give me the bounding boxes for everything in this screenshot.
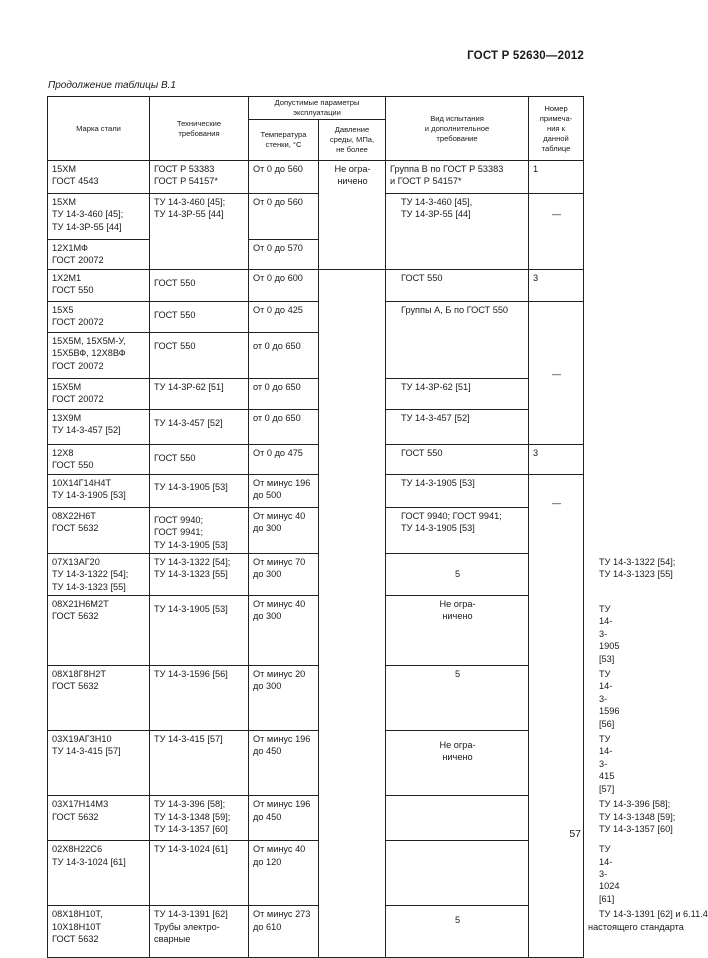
- cell-grade: 15Х5М ГОСТ 20072: [48, 379, 150, 410]
- cell-pressure: Не огра- ничено: [386, 596, 529, 666]
- cell-grade: 02Х8Н22С6 ТУ 14-3-1024 [61]: [48, 841, 150, 906]
- cell-pressure: Не огра- ничено: [319, 161, 386, 270]
- cell-grade: 15Х5М, 15Х5М-У, 15Х5ВФ, 12Х8ВФ ГОСТ 20072: [48, 333, 150, 379]
- cell-tech: ТУ 14-3-1024 [61]: [150, 841, 249, 906]
- cell-tech: ТУ 14-3-457 [52]: [150, 410, 249, 445]
- cell-note: —: [529, 194, 584, 270]
- cell-temp: От 0 до 475: [249, 445, 319, 475]
- cell-tech: ТУ 14-3-1322 [54]; ТУ 14-3-1323 [55]: [150, 554, 249, 596]
- cell-pressure: Не огра- ничено: [386, 731, 529, 796]
- cell-temp: От 0 до 560: [249, 194, 319, 240]
- cell-temp: От 0 до 425: [249, 302, 319, 333]
- cell-tech: ТУ 14-3-1391 [62] Трубы электро- сварные: [150, 906, 249, 958]
- cell-temp: От минус 70 до 300: [249, 554, 319, 596]
- cell-grade: 15Х5 ГОСТ 20072: [48, 302, 150, 333]
- cell-note: —: [529, 475, 584, 958]
- cell-note: —: [529, 302, 584, 445]
- page-number: 57: [569, 828, 581, 840]
- cell-temp: От минус 40 до 120: [249, 841, 319, 906]
- cell-pressure-empty: [319, 270, 386, 958]
- cell-test: ТУ 14-3-1905 [53]: [386, 475, 529, 508]
- cell-grade: 13Х9М ТУ 14-3-457 [52]: [48, 410, 150, 445]
- table-row: [48, 302, 584, 333]
- cell-grade: 15ХМ ГОСТ 4543: [48, 161, 150, 194]
- cell-tech: ГОСТ 9940; ГОСТ 9941; ТУ 14-3-1905 [53]: [150, 508, 249, 554]
- cell-test: ТУ 14-3Р-62 [51]: [386, 379, 529, 410]
- table-row: 07Х13АГ20 ТУ 14-3-1322 [54]; ТУ 14-3-1323 [55] ТУ 14-3-1322 [54]; ТУ 14-3-1323 [55] От минус 70 до 300 5 ТУ 14-3-1322 [54]; ТУ 14-3-1323 [55]: [48, 554, 584, 596]
- cell-grade: 10Х14Г14Н4Т ТУ 14-3-1905 [53]: [48, 475, 150, 508]
- cell-note: 1: [529, 161, 584, 194]
- cell-grade: 07Х13АГ20 ТУ 14-3-1322 [54]; ТУ 14-3-1323 [55]: [48, 554, 150, 596]
- cell-pressure: 5: [386, 666, 529, 731]
- cell-temp: От минус 196 до 450: [249, 731, 319, 796]
- cell-tech: ГОСТ 550: [150, 270, 249, 302]
- cell-note: 3: [529, 270, 584, 302]
- table-row: 08Х18Г8Н2Т ГОСТ 5632 ТУ 14-3-1596 [56] От минус 20 до 300 5 ТУ 14-3-1596 [56]: [48, 666, 584, 731]
- cell-test: Группа В по ГОСТ Р 53383 и ГОСТ Р 54157*: [386, 161, 529, 194]
- cell-temp: От минус 40 до 300: [249, 596, 319, 666]
- cell-temp: От минус 40 до 300: [249, 508, 319, 554]
- col-header-technical: Технические требования: [150, 97, 249, 161]
- cell-temp: От 0 до 560: [249, 161, 319, 194]
- cell-grade: 12Х8 ГОСТ 550: [48, 445, 150, 475]
- cell-pressure: 5: [386, 906, 529, 958]
- cell-grade: 03Х17Н14М3 ГОСТ 5632: [48, 796, 150, 841]
- table-row: 08Х18Н10Т, 10Х18Н10Т ГОСТ 5632 ТУ 14-3-1391 [62] Трубы электро- сварные От минус 273 до 610 5 ТУ 14-3-1391 [62] и 6.11.4 настоящего стандарта: [48, 906, 584, 958]
- table-row: [48, 410, 584, 445]
- cell-temp: От минус 196 до 500: [249, 475, 319, 508]
- cell-test: ТУ 14-3-457 [52]: [386, 410, 529, 445]
- table-row: 08Х21Н6М2Т ГОСТ 5632 ТУ 14-3-1905 [53] От минус 40 до 300 Не огра- ничено ТУ 14-3-1905 [53]: [48, 596, 584, 666]
- cell-pressure: 5: [386, 554, 529, 596]
- cell-test: Группы А, Б по ГОСТ 550: [386, 302, 529, 379]
- table-row: [48, 445, 584, 475]
- cell-tech: ГОСТ Р 53383 ГОСТ Р 54157*: [150, 161, 249, 194]
- cell-tech: ГОСТ 550: [150, 445, 249, 475]
- cell-grade: 08Х18Г8Н2Т ГОСТ 5632: [48, 666, 150, 731]
- cell-temp: От 0 до 600: [249, 270, 319, 302]
- cell-tech: ТУ 14-3Р-62 [51]: [150, 379, 249, 410]
- cell-tech: ГОСТ 550: [150, 333, 249, 379]
- cell-temp: от 0 до 650: [249, 379, 319, 410]
- cell-grade: 1Х2М1 ГОСТ 550: [48, 270, 150, 302]
- col-header-params: Допустимые параметры эксплуатации: [249, 97, 386, 120]
- cell-pressure-empty: [386, 841, 529, 906]
- cell-note: 3: [529, 445, 584, 475]
- cell-tech: ТУ 14-3-415 [57]: [150, 731, 249, 796]
- cell-grade: 08Х21Н6М2Т ГОСТ 5632: [48, 596, 150, 666]
- cell-grade: 15ХМ ТУ 14-3-460 [45]; ТУ 14-3Р-55 [44]: [48, 194, 150, 240]
- cell-tech: ТУ 14-3-1905 [53]: [150, 596, 249, 666]
- cell-test: ТУ 14-3-460 [45], ТУ 14-3Р-55 [44]: [386, 194, 529, 270]
- col-header-grade: Марка стали: [48, 97, 150, 161]
- cell-test: ГОСТ 550: [386, 270, 529, 302]
- cell-tech: ТУ 14-3-460 [45]; ТУ 14-3Р-55 [44]: [150, 194, 249, 270]
- cell-temp: От минус 273 до 610: [249, 906, 319, 958]
- cell-grade: 12Х1МФ ГОСТ 20072: [48, 240, 150, 270]
- table-row: [48, 508, 584, 554]
- table-row: [48, 194, 584, 240]
- col-header-pressure: Давление среды, МПа, не более: [319, 120, 386, 161]
- cell-tech: ТУ 14-3-396 [58]; ТУ 14-3-1348 [59]; ТУ 14-3-1357 [60]: [150, 796, 249, 841]
- cell-grade: 08Х18Н10Т, 10Х18Н10Т ГОСТ 5632: [48, 906, 150, 958]
- cell-temp: От минус 196 до 450: [249, 796, 319, 841]
- cell-temp: от 0 до 650: [249, 410, 319, 445]
- cell-temp: от 0 до 650: [249, 333, 319, 379]
- table-row: 03Х17Н14М3 ГОСТ 5632 ТУ 14-3-396 [58]; ТУ 14-3-1348 [59]; ТУ 14-3-1357 [60] От минус 196 до 450 ТУ 14-3-396 [58]; ТУ 14-3-1348 [59]; ТУ 14-3-1357 [60]: [48, 796, 584, 841]
- cell-grade: 08Х22Н6Т ГОСТ 5632: [48, 508, 150, 554]
- cell-temp: От минус 20 до 300: [249, 666, 319, 731]
- table-caption: Продолжение таблицы В.1: [48, 80, 176, 91]
- cell-pressure-empty: [386, 796, 529, 841]
- table-row: [48, 161, 584, 194]
- table-row: 02Х8Н22С6 ТУ 14-3-1024 [61] ТУ 14-3-1024 [61] От минус 40 до 120 ТУ 14-3-1024 [61]: [48, 841, 584, 906]
- cell-test: ГОСТ 9940; ГОСТ 9941; ТУ 14-3-1905 [53]: [386, 508, 529, 554]
- cell-test: ГОСТ 550: [386, 445, 529, 475]
- col-header-test: Вид испытания и дополнительное требование: [386, 97, 529, 161]
- table-row: 03Х19АГ3Н10 ТУ 14-3-415 [57] ТУ 14-3-415 [57] От минус 196 до 450 Не огра- ничено ТУ 14-3-415 [57]: [48, 731, 584, 796]
- col-header-note: Номер примеча- ния к данной таблице: [529, 97, 584, 161]
- table-row: [48, 270, 584, 302]
- col-header-temperature: Температура стенки, °С: [249, 120, 319, 161]
- table-row: [48, 379, 584, 410]
- table-row: [48, 475, 584, 508]
- cell-grade: 03Х19АГ3Н10 ТУ 14-3-415 [57]: [48, 731, 150, 796]
- cell-tech: ГОСТ 550: [150, 302, 249, 333]
- cell-temp: От 0 до 570: [249, 240, 319, 270]
- cell-tech: ТУ 14-3-1905 [53]: [150, 475, 249, 508]
- cell-tech: ТУ 14-3-1596 [56]: [150, 666, 249, 731]
- steel-grades-table: [47, 96, 708, 958]
- document-code: ГОСТ Р 52630—2012: [467, 50, 584, 62]
